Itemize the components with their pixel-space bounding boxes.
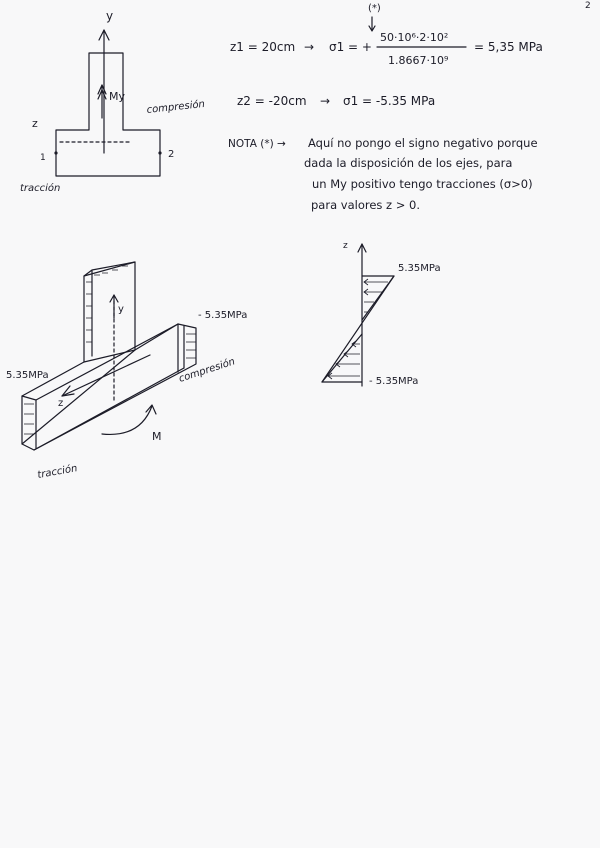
stress-z-label: z <box>343 241 348 251</box>
z-axis-label: z <box>32 117 38 130</box>
eq2-sigma: σ1 = -5.35 MPa <box>343 94 436 108</box>
note-line-2: dada la disposición de los ejes, para <box>304 156 513 170</box>
page-number: 2 <box>585 1 591 11</box>
compression-label: compresión <box>146 98 206 116</box>
isometric-stress-view <box>6 262 247 481</box>
iso-z-axis <box>62 355 150 396</box>
eq1-denominator: 1.8667·10⁹ <box>388 54 449 67</box>
iso-compression-label: compresión <box>177 356 237 385</box>
eq1-arrow: → <box>304 40 315 54</box>
stress-top-value: 5.35MPa <box>398 263 441 274</box>
iso-left-stress: 5.35MPa <box>6 370 49 381</box>
iso-top-stress: - 5.35MPa <box>198 310 248 321</box>
stress-distribution-diagram <box>322 241 441 387</box>
moment-label: My <box>109 90 126 103</box>
point-2-marker <box>158 151 161 154</box>
note-line-4: para valores z > 0. <box>311 198 421 212</box>
iso-moment-label: M <box>152 430 162 443</box>
note-marker-arrow <box>369 17 375 31</box>
point-1-marker <box>54 151 57 154</box>
iso-y-label: y <box>118 304 124 315</box>
eq2-lhs: z2 = -20cm <box>237 94 307 108</box>
tension-label: tracción <box>20 183 61 194</box>
note-block <box>228 136 538 212</box>
t-cross-section <box>20 9 205 194</box>
y-axis-label: y <box>106 9 114 23</box>
flange-left-hatch <box>24 404 34 434</box>
equations-block <box>230 3 543 108</box>
eq2-arrow: → <box>320 94 331 108</box>
stress-top-arrows <box>364 279 388 312</box>
note-label: NOTA (*) → <box>228 138 286 150</box>
flange-right-hatch <box>186 334 196 358</box>
eq1-lhs: z1 = 20cm <box>230 40 296 54</box>
stress-distribution-line <box>322 276 394 382</box>
stress-bottom-value: - 5.35MPa <box>369 376 419 387</box>
note-marker: (*) <box>368 3 381 14</box>
eq1-sigma: σ1 = + <box>329 40 372 54</box>
note-line-3: un My positivo tengo tracciones (σ>0) <box>312 177 533 191</box>
point-2-label: 2 <box>168 149 175 160</box>
flange-outline <box>22 324 196 450</box>
stress-bottom-arrows <box>328 341 360 379</box>
eq1-result: = 5,35 MPa <box>474 40 543 54</box>
flange-right-wedge <box>178 324 184 372</box>
eq1-numerator: 50·10⁶·2·10² <box>380 31 449 44</box>
neutral-plane-lines <box>34 324 184 450</box>
point-1-label: 1 <box>40 153 46 163</box>
iso-tension-label: tracción <box>36 463 79 481</box>
note-line-1: Aquí no pongo el signo negativo porque <box>308 136 538 150</box>
t-section-outline <box>56 53 160 176</box>
iso-z-label: z <box>58 398 64 409</box>
